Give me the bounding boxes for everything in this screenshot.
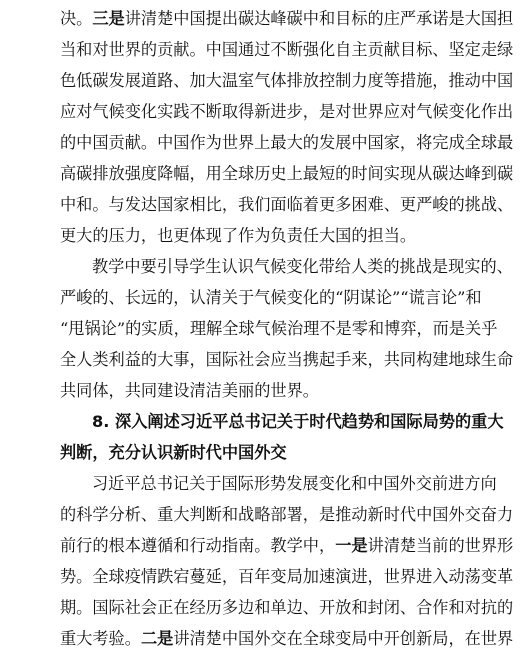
emphasis-text: 一是 — [335, 536, 368, 555]
text-line: 决。三是讲清楚中国提出碳达峰碳中和目标的庄严承诺是大国担 — [60, 9, 514, 28]
text-line: 更大的压力，也更体现了作为负责任大国的担当。 — [60, 226, 417, 245]
section-heading: 8. 深入阐述习近平总书记关于时代趋势和国际局势的重大 — [92, 412, 504, 431]
text-line: 教学中要引导学生认识气候变化带给人类的挑战是现实的、 — [92, 257, 513, 276]
text-line: 重大考验。二是讲清楚中国外交在全球变局中开创新局，在世界 — [60, 629, 514, 648]
text-line: “甩锅论”的实质，理解全球气候治理不是零和博弈，而是关乎 — [60, 319, 498, 338]
text-line: 应对气候变化实践不断取得新进步，是对世界应对气候变化作出 — [60, 102, 514, 121]
text-line: 当和对世界的贡献。中国通过不断强化自主贡献目标、坚定走绿 — [60, 40, 514, 59]
text-line: 严峻的、长远的，认清关于气候变化的“阴谋论”“谎言论”和 — [60, 288, 482, 307]
text-line: 势。全球疫情跌宕蔓延，百年变局加速演进，世界进入动荡变革 — [60, 567, 514, 586]
text-line: 高碳排放强度降幅，用全球历史上最短的时间实现从碳达峰到碳 — [60, 164, 514, 183]
text-line: 的中国贡献。中国作为世界上最大的发展中国家，将完成全球最 — [60, 133, 514, 152]
text-line: 前行的根本遵循和行动指南。教学中，一是讲清楚当前的世界形 — [60, 536, 514, 555]
text-line: 共同体，共同建设清洁美丽的世界。 — [60, 381, 319, 400]
text-line: 全人类利益的大事，国际社会应当携起手来，共同构建地球生命 — [60, 350, 514, 369]
text-line: 期。国际社会正在经历多边和单边、开放和封闭、合作和对抗的 — [60, 598, 514, 617]
text-line: 习近平总书记关于国际形势发展变化和中国外交前进方向 — [92, 474, 497, 493]
text-line: 色低碳发展道路、加大温室气体排放控制力度等措施，推动中国 — [60, 71, 514, 90]
emphasis-text: 二是 — [140, 629, 174, 648]
text-line: 的科学分析、重大判断和战略部署，是推动新时代中国外交奋力 — [60, 505, 514, 524]
section-heading: 判断，充分认识新时代中国外交 — [60, 443, 287, 462]
emphasis-text: 三是 — [92, 9, 125, 28]
text-line: 中和。与发达国家相比，我们面临着更多困难、更严峻的挑战、 — [60, 195, 514, 214]
